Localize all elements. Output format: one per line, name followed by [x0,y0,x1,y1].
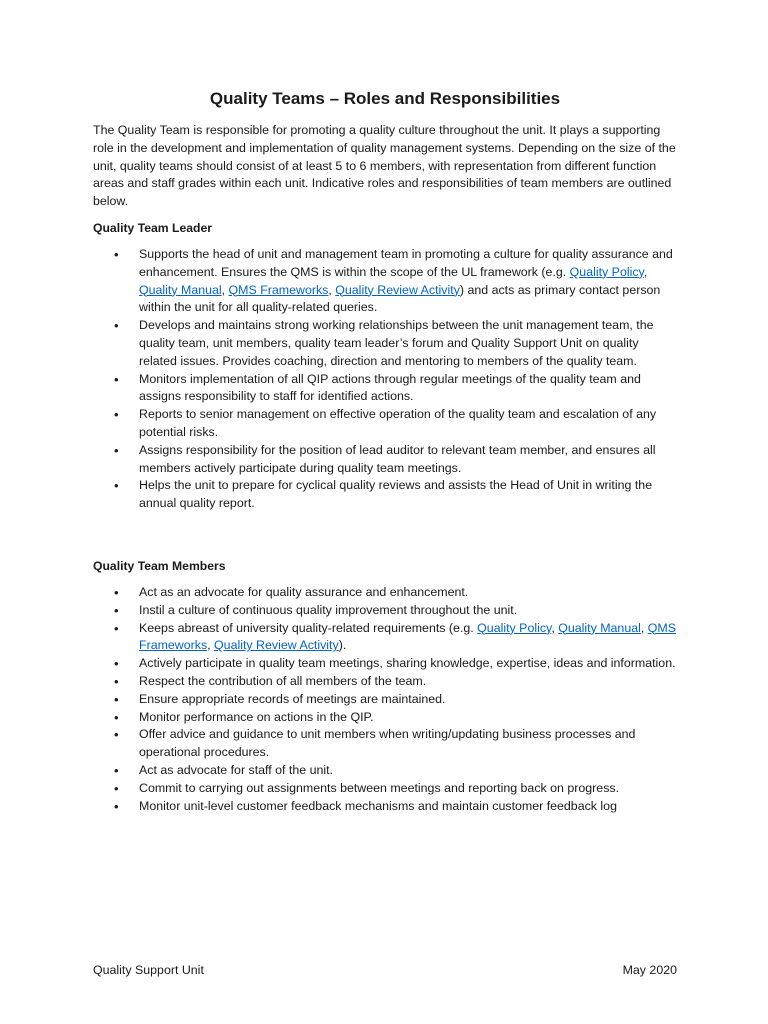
members-item3-pre: Keeps abreast of university quality-related requirements (e.g. [139,620,478,635]
link-separator: , [551,620,559,635]
quality-policy-link[interactable]: Quality Policy [477,620,552,635]
leader-item1-pre: Supports the head of unit and management team in promoting a culture for quality assurance and enhancement. Ensures the QMS is within the scope of the UL framework (e.g. [139,246,673,279]
list-item: • Monitors implementation of all QIP actions through regular meetings of the quality team and assigns responsibility to staff for identified actions. [93,371,677,407]
members-list [93,584,677,815]
link-separator: , [328,282,336,297]
list-item: • Actively participate in quality team meetings, sharing knowledge, expertise, ideas and information. [93,655,677,673]
page-title: Quality Teams – Roles and Responsibilities [209,89,561,108]
list-item: • Helps the unit to prepare for cyclical quality reviews and assists the Head of Unit in writing the annual quality report. [93,477,677,513]
list-item: • Instil a culture of continuous quality improvement throughout the unit. [93,602,677,620]
list-item: • Act as an advocate for quality assurance and enhancement. [93,584,677,602]
list-item: • Develops and maintains strong working relationships between the unit management team, the quality team, unit members, quality team leader’s forum and Quality Support Unit on quality related issues. Provides coaching, direction and mentoring to members of the quality team. [93,317,677,370]
qms-frameworks-link[interactable]: QMS Frameworks [139,620,676,653]
page-footer [93,963,677,977]
quality-manual-link[interactable]: Quality Manual [558,620,641,635]
intro-paragraph: The Quality Team is responsible for promoting a quality culture throughout the unit. It plays a supporting role in the development and implementation of quality management systems. Depending on the size of the unit, quality teams should consist of at least 5 to 6 members, with representation from different function areas and staff grades within each unit. Indicative roles and responsibilities of team members are outlined below. [93,123,676,209]
quality-manual-link[interactable]: Quality Manual [139,282,222,297]
list-item: • Monitor unit-level customer feedback mechanisms and maintain customer feedback log [93,798,677,816]
link-separator: , [640,620,648,635]
list-item: • Reports to senior management on effective operation of the quality team and escalation of any potential risks. [93,406,677,442]
leader-heading: Quality Team Leader [93,220,212,235]
quality-review-activity-link[interactable]: Quality Review Activity [335,282,460,297]
footer-date: May 2020 [622,963,677,977]
list-item: • Monitor performance on actions in the QIP. [93,709,677,727]
list-item: • Offer advice and guidance to unit members when writing/updating business processes and operational procedures. [93,726,677,762]
link-separator: , [221,282,229,297]
qms-frameworks-link[interactable]: QMS Frameworks [228,282,329,297]
list-item: • Respect the contribution of all members of the team. [93,673,677,691]
list-item: • Assigns responsibility for the position of lead auditor to relevant team member, and ensures all members actively participate during quality team meetings. [93,442,677,478]
list-item: • Act as advocate for staff of the unit. [93,762,677,780]
document-page [93,88,677,815]
link-separator: , [207,638,215,653]
link-separator: , [643,264,648,279]
members-item3-post: ). [338,638,347,653]
list-item: • Commit to carrying out assignments between meetings and reporting back on progress. [93,780,677,798]
footer-left: Quality Support Unit [93,963,204,977]
list-item [93,246,677,317]
list-item [93,620,677,656]
leader-list [93,246,677,513]
quality-review-activity-link[interactable]: Quality Review Activity [214,638,339,653]
list-item: • Ensure appropriate records of meetings are maintained. [93,691,677,709]
quality-policy-link[interactable]: Quality Policy [569,264,644,279]
members-heading: Quality Team Members [93,558,226,573]
leader-item1-post: ) and acts as primary contact person within the unit for all quality-related queries. [139,282,661,315]
